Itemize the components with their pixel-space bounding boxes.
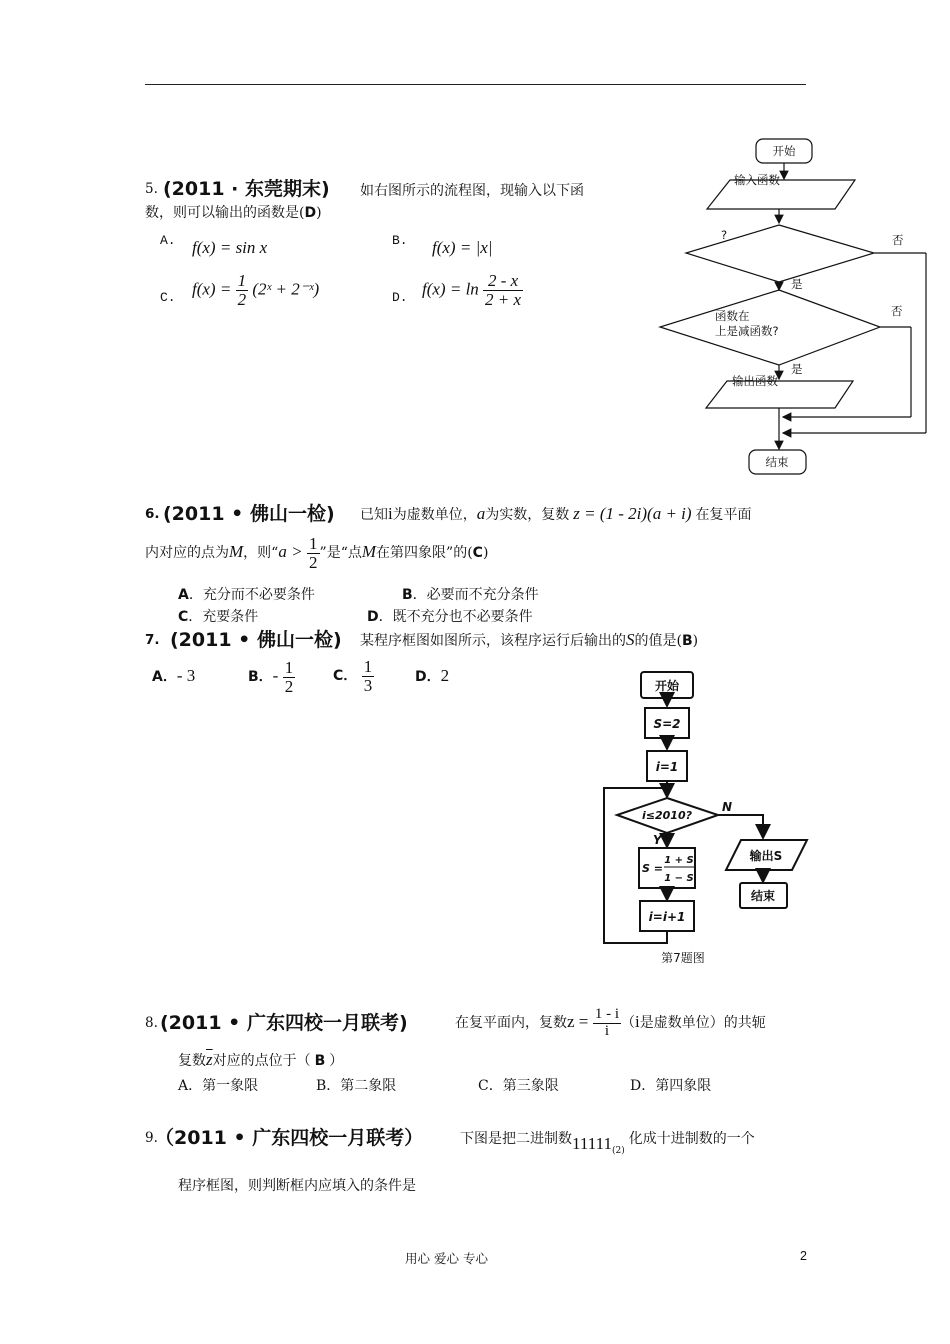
q9-number: 9. <box>145 1130 158 1146</box>
q6-option-a: A．充分而不必要条件 <box>178 587 315 603</box>
header-rule <box>145 84 806 85</box>
fc2-i-init-text: i=1 <box>655 760 679 774</box>
q7-source: (2011 • 佛山一检) <box>170 629 342 651</box>
fc2-s-update-lhs: S = <box>642 862 663 875</box>
q6-option-d: D．既不充分也不必要条件 <box>367 609 533 625</box>
page-number: 2 <box>800 1249 807 1263</box>
q9-stem-line1: 下图是把二进制数$11111_{(2)}$化成十进制数的一个 <box>460 1131 755 1156</box>
fc1-cond2-line1: 函数在 <box>715 309 750 323</box>
q8-stem-line1: 在复平面内，复数z = $\frac{1 - i}{i}$ （i是虚数单位）的共轭 <box>455 1005 766 1039</box>
fc2-start-text: 开始 <box>654 679 680 693</box>
q8-source: (2011 • 广东四校一月联考) <box>160 1012 408 1034</box>
fc1-no2-text: 否 <box>891 304 903 318</box>
fc1-start-text: 开始 <box>772 144 796 158</box>
fc1-output-box <box>706 381 853 408</box>
q8-option-d: D．第四象限 <box>630 1078 712 1094</box>
q8-stem-line2: 复数$\overline{z}$对应的点位于（ B ） <box>178 1050 344 1069</box>
q5-option-a-label: A. <box>160 233 176 248</box>
q7-option-d: D．2 <box>415 666 450 685</box>
q9-stem-line2: 程序框图，则判断框内应填入的条件是 <box>178 1178 416 1194</box>
q7-option-b: B．- $\frac{1}{2}$ <box>248 657 294 696</box>
q6-option-c: C．充要条件 <box>178 609 259 625</box>
fc2-s-update-num: 1 + S <box>664 855 694 866</box>
q5-option-c-label: C. <box>160 290 176 305</box>
q8-option-b: B．第二象限 <box>316 1078 397 1094</box>
q6-source: (2011 • 佛山一检) <box>163 503 335 525</box>
fc1-yes1-text: 是 <box>791 277 803 291</box>
q8-option-c: C．第三象限 <box>478 1078 559 1094</box>
flowchart-2 <box>595 665 815 970</box>
q5-option-d-expr: f(x) = ln $\frac{2 - x}{2 + x}$ <box>422 271 522 309</box>
fc1-cond1-text: ? <box>721 228 728 242</box>
fc1-input-box <box>707 180 855 209</box>
q5-option-c-expr: f(x) = $\frac{1}{2}$ (2ˣ + 2⁻ˣ) <box>192 271 320 309</box>
q8-option-a: A．第一象限 <box>178 1078 259 1094</box>
q6-stem-line1: 已知i为虚数单位，a为实数，复数 z = (1 - 2i)(a + i) 在复平面 <box>360 504 752 523</box>
q5-number: 5. <box>145 181 158 197</box>
fc2-output-text: 输出S <box>749 849 783 863</box>
fc1-condition-1 <box>686 225 874 282</box>
q5-stem-line1: 如右图所示的流程图，现输入以下函 <box>360 183 584 199</box>
fc2-no-text: N <box>722 800 733 814</box>
footer-motto: 用心 爱心 专心 <box>405 1251 488 1266</box>
q5-option-d-label: D. <box>392 290 408 305</box>
fc2-i-update-text: i=i+1 <box>648 910 686 924</box>
q5-answer: D <box>304 205 317 221</box>
q9-source: （2011 • 广东四校一月联考） <box>155 1127 424 1149</box>
q7-stem: 某程序框图如图所示，该程序运行后输出的S的值是(B) <box>360 630 699 649</box>
q8-number: 8. <box>145 1015 158 1031</box>
q5-stem-line2: 数，则可以输出的函数是(D) <box>145 205 322 221</box>
q7-option-c: C． $\frac{1}{3}$ <box>333 656 373 695</box>
fc1-cond2-line2: 上是减函数? <box>715 324 779 338</box>
q6-option-b: B．必要而不充分条件 <box>402 587 539 603</box>
q7-number: 7. <box>145 632 160 648</box>
fc1-no1-text: 否 <box>892 233 904 247</box>
q5-source: (2011 · 东莞期末) <box>163 178 330 200</box>
fc1-input-text: 输入函数 <box>734 173 780 187</box>
fc1-output-text: 输出函数 <box>732 374 778 388</box>
q5-option-b-label: B. <box>392 233 408 248</box>
fc1-yes2-text: 是 <box>791 362 803 376</box>
q7-option-a: A．- 3 <box>152 666 196 685</box>
fc1-end-text: 结束 <box>765 455 789 469</box>
fc2-cond-text: i≤2010? <box>642 809 692 822</box>
q5-option-a-expr: f(x) = sin x <box>192 238 268 257</box>
fc2-s-update-den: 1 − S <box>664 873 694 884</box>
q6-number: 6. <box>145 506 160 522</box>
fc2-end-text: 结束 <box>750 889 776 903</box>
fc2-yes-text: Y <box>653 833 662 847</box>
q5-option-b-expr: f(x) = |x| <box>432 238 493 257</box>
flowchart-1 <box>655 135 935 480</box>
fc2-s-init-text: S=2 <box>653 717 681 731</box>
fc2-caption: 第7题图 <box>661 951 705 965</box>
q6-stem-line2: 内对应的点为M，则“a > $\frac{1}{2}$ ”是“点M在第四象限”的(C) <box>145 533 489 572</box>
